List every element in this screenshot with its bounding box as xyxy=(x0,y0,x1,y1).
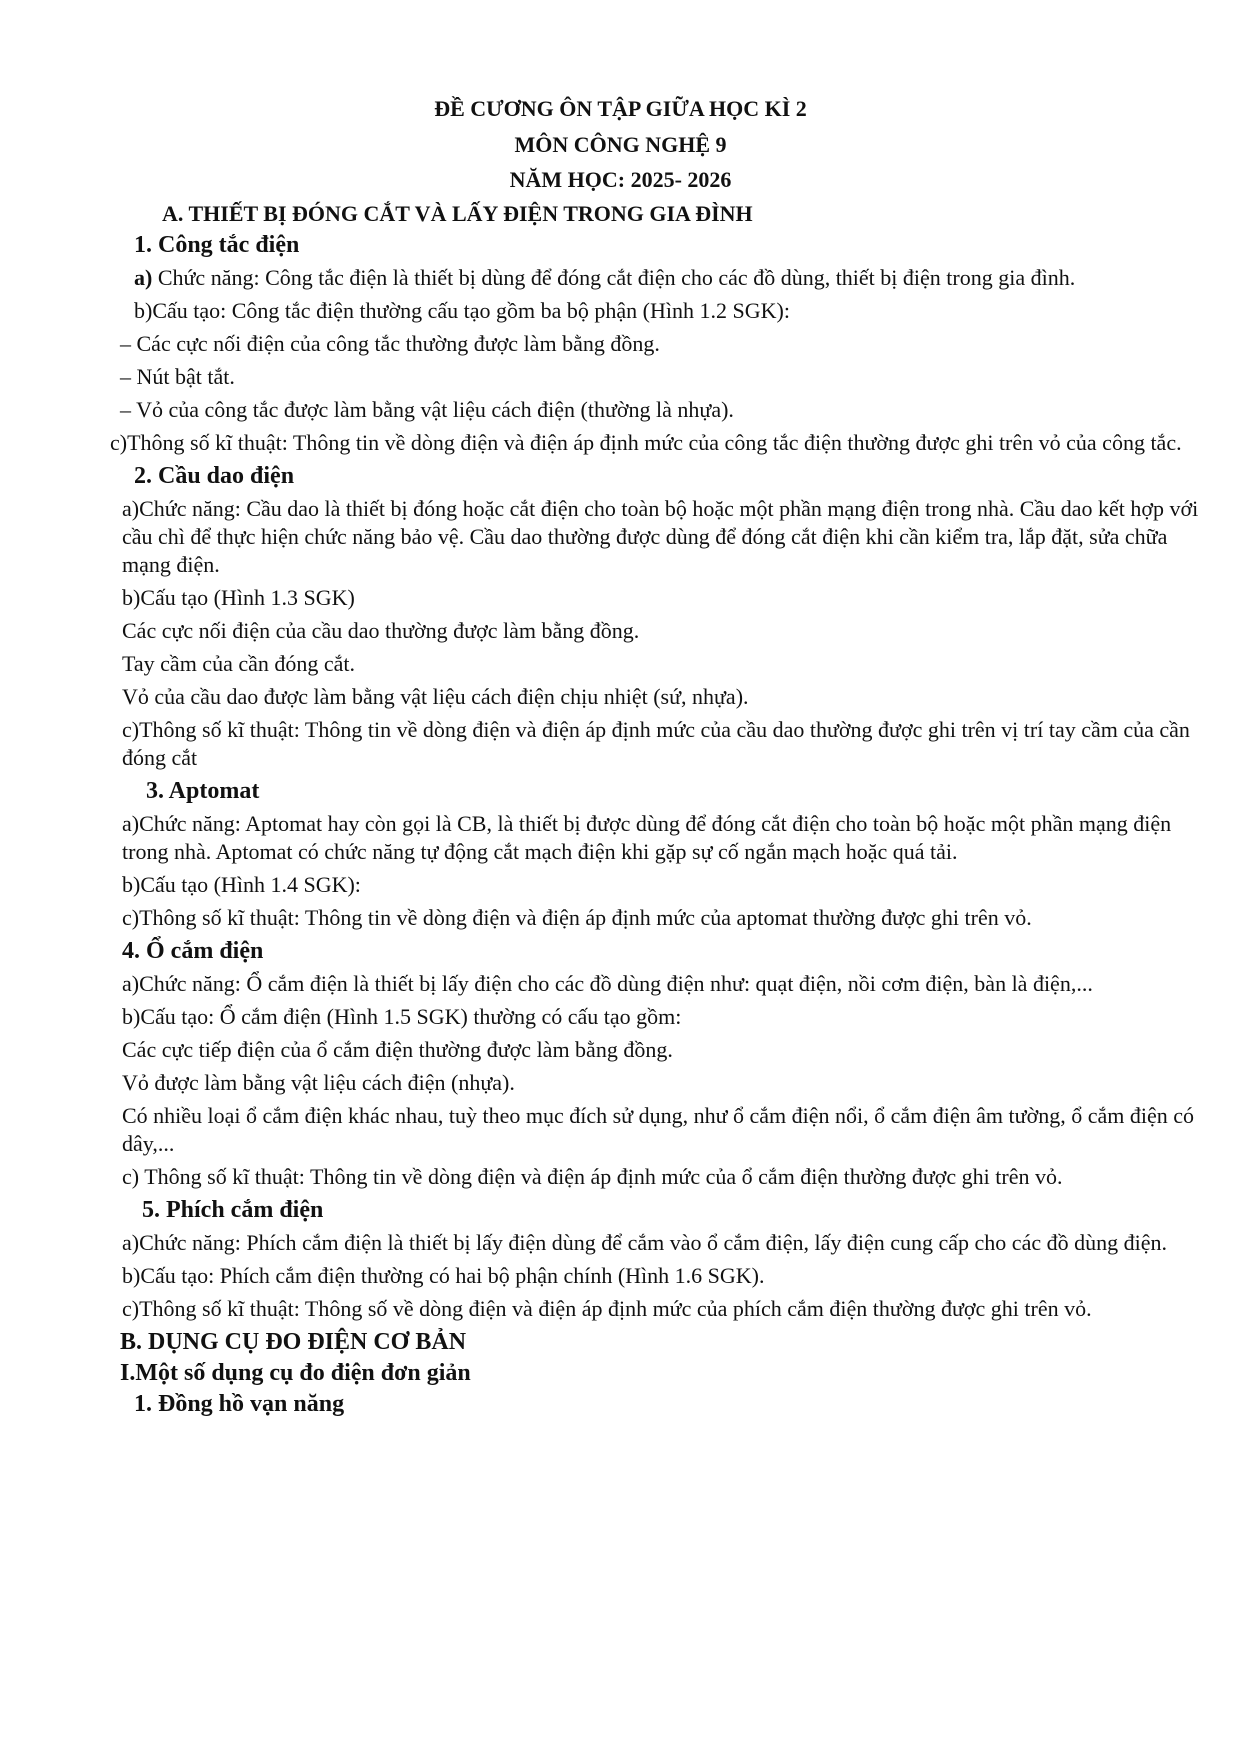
paragraph: b)Cấu tạo: Ổ cắm điện (Hình 1.5 SGK) thường có cấu tạo gồm: xyxy=(122,1004,682,1029)
heading-phich-cam-dien: 5. Phích cắm điện xyxy=(142,1197,324,1223)
lead-label: a) xyxy=(134,265,153,290)
heading-cau-dao-dien: 2. Cầu dao điện xyxy=(134,463,295,489)
paragraph: Các cực nối điện của cầu dao thường được làm bằng đồng. xyxy=(122,618,640,643)
heading-o-cam-dien: 4. Ổ cắm điện xyxy=(122,938,264,964)
doc-title: ĐỀ CƯƠNG ÔN TẬP GIỮA HỌC KÌ 2 xyxy=(434,96,807,121)
paragraph: Vỏ của cầu dao được làm bằng vật liệu cách điện chịu nhiệt (sứ, nhựa). xyxy=(122,684,749,709)
heading-dong-ho-van-nang: 1. Đồng hồ vạn năng xyxy=(134,1391,345,1417)
paragraph: b)Cấu tạo: Công tắc điện thường cấu tạo gồm ba bộ phận (Hình 1.2 SGK): xyxy=(134,298,790,323)
section-a-heading: A. THIẾT BỊ ĐÓNG CẮT VÀ LẤY ĐIỆN TRONG GIA ĐÌNH xyxy=(162,201,753,226)
paragraph: Các cực tiếp điện của ổ cắm điện thường được làm bằng đồng. xyxy=(122,1037,673,1062)
list-item: – Vỏ của công tắc được làm bằng vật liệu cách điện (thường là nhựa). xyxy=(120,397,734,422)
paragraph xyxy=(134,264,1210,292)
paragraph: b)Cấu tạo: Phích cắm điện thường có hai bộ phận chính (Hình 1.6 SGK). xyxy=(122,1263,765,1288)
doc-school-year: NĂM HỌC: 2025- 2026 xyxy=(509,167,732,192)
paragraph: b)Cấu tạo (Hình 1.3 SGK) xyxy=(122,585,355,610)
paragraph: c)Thông số kĩ thuật: Thông số về dòng điện và điện áp định mức của phích cắm điện thường được ghi trên vỏ. xyxy=(122,1296,1092,1321)
paragraph: a)Chức năng: Cầu dao là thiết bị đóng hoặc cắt điện cho toàn bộ hoặc một phần mạng điện trong nhà. Cầu dao kết hợp với cầu chì để thực hiện chức năng bảo vệ. Cầu dao thường được dùng để đóng cắt điện khi cần kiểm tra, lắp đặt, sửa chữa mạng điện. xyxy=(122,496,1199,577)
paragraph: b)Cấu tạo (Hình 1.4 SGK): xyxy=(122,872,361,897)
paragraph: a)Chức năng: Phích cắm điện là thiết bị lấy điện dùng để cắm vào ổ cắm điện, lấy điện cung cấp cho các đồ dùng điện. xyxy=(122,1230,1167,1255)
document-body xyxy=(110,200,1210,1421)
paragraph: Có nhiều loại ổ cắm điện khác nhau, tuỳ theo mục đích sử dụng, như ổ cắm điện nổi, ổ cắm điện âm tường, ổ cắm điện có dây,... xyxy=(122,1103,1194,1156)
doc-subject: MÔN CÔNG NGHỆ 9 xyxy=(514,132,727,157)
paragraph: a)Chức năng: Aptomat hay còn gọi là CB, là thiết bị được dùng để đóng cắt điện cho toàn bộ hoặc một phần mạng điện trong nhà. Aptomat có chức năng tự động cắt mạch điện khi gặp sự cố ngắn mạch hoặc quá tải. xyxy=(122,811,1172,864)
heading-cong-tac-dien: 1. Công tắc điện xyxy=(134,232,300,258)
paragraph: c)Thông số kĩ thuật: Thông tin về dòng điện và điện áp định mức của công tắc điện thường được ghi trên vỏ của công tắc. xyxy=(110,430,1182,455)
paragraph: Tay cầm của cần đóng cắt. xyxy=(122,651,356,676)
paragraph: c)Thông số kĩ thuật: Thông tin về dòng điện và điện áp định mức của cầu dao thường được ghi trên vị trí tay cầm của cần đóng cắt xyxy=(122,717,1190,770)
heading-aptomat: 3. Aptomat xyxy=(146,778,260,804)
list-item: – Các cực nối điện của công tắc thường được làm bằng đồng. xyxy=(120,331,660,356)
section-b-subheading: I.Một số dụng cụ đo điện đơn giản xyxy=(120,1360,471,1386)
paragraph-text: Chức năng: Công tắc điện là thiết bị dùng để đóng cắt điện cho các đồ dùng, thiết bị điện trong gia đình. xyxy=(152,265,1076,290)
section-b-heading: B. DỤNG CỤ ĐO ĐIỆN CƠ BẢN xyxy=(120,1329,467,1355)
paragraph: c)Thông số kĩ thuật: Thông tin về dòng điện và điện áp định mức của aptomat thường được ghi trên vỏ. xyxy=(122,905,1032,930)
paragraph: c) Thông số kĩ thuật: Thông tin về dòng điện và điện áp định mức của ổ cắm điện thường được ghi trên vỏ. xyxy=(122,1164,1063,1189)
paragraph: a)Chức năng: Ổ cắm điện là thiết bị lấy điện cho các đồ dùng điện như: quạt điện, nồi cơm điện, bàn là điện,... xyxy=(122,971,1093,996)
list-item: – Nút bật tắt. xyxy=(120,364,235,389)
paragraph: Vỏ được làm bằng vật liệu cách điện (nhựa). xyxy=(122,1070,515,1095)
